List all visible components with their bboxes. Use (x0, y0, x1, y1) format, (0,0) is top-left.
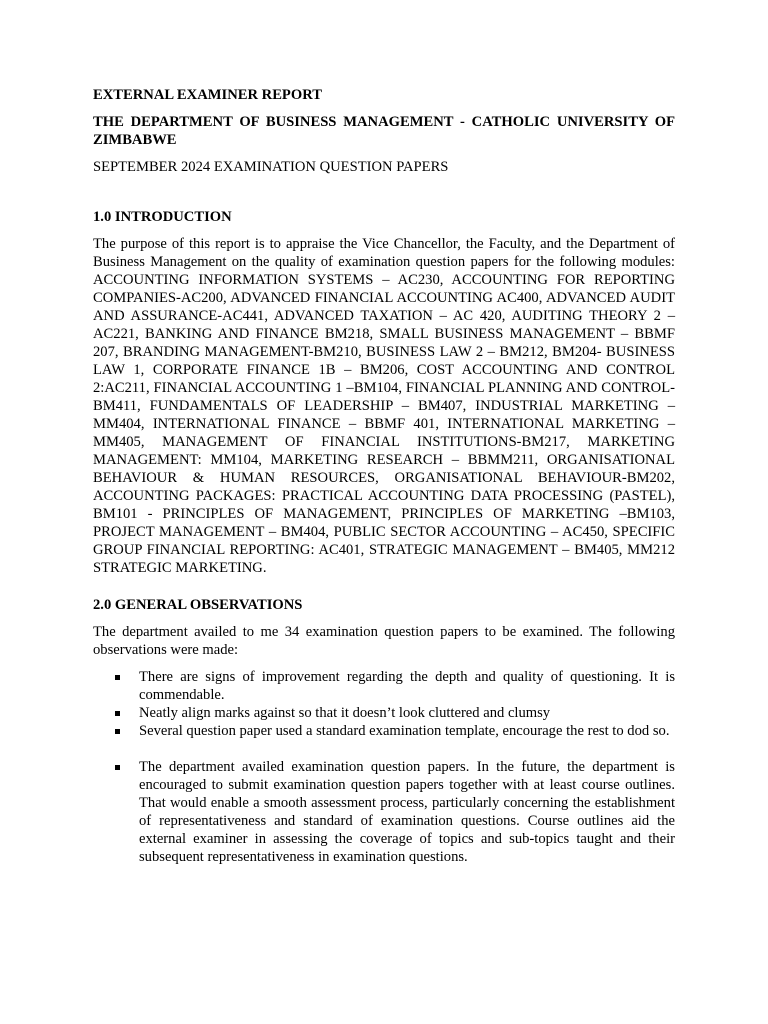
department-title: THE DEPARTMENT OF BUSINESS MANAGEMENT - CATHOLIC UNIVERSITY OF ZIMBABWE (93, 114, 675, 148)
list-item-text: Neatly align marks against so that it doesn’t look cluttered and clumsy (139, 705, 551, 721)
document-page (93, 86, 675, 866)
list-item (93, 668, 675, 704)
square-bullet-icon (115, 711, 120, 716)
list-item (93, 704, 675, 722)
list-item (93, 722, 675, 740)
list-item-text: Several question paper used a standard examination template, encourage the rest to dod so. (139, 723, 670, 739)
introduction-paragraph: The purpose of this report is to appraise the Vice Chancellor, the Faculty, and the Department of Business Management on the quality of examination question papers for the following modules: ACCOUNTING INFORMATION SYSTEMS – AC230, ACCOUNTING FOR REPORTING COMPANIES-AC200, ADVANCED FINANCIAL ACCOUNTING AC400, ADVANCED AUDIT AND ASSURANCE-AC441, ADVANCED TAXATION – AC 420, AUDITING THEORY 2 – AC221, BANKING AND FINANCE BM218, SMALL BUSINESS MANAGEMENT – BBMF 207, BRANDING MANAGEMENT-BM210, BUSINESS LAW 2 – BM212, BM204- BUSINESS LAW 1, CORPORATE FINANCE 1B – BM206, COST ACCOUNTING AND CONTROL 2:AC211, FINANCIAL ACCOUNTING 1 –BM104, FINANCIAL PLANNING AND CONTROL-BM411, FUNDAMENTALS OF LEADERSHIP – BM407, INDUSTRIAL MARKETING – MM404, INTERNATIONAL FINANCE – BBMF 401, INTERNATIONAL MARKETING – MM405, MANAGEMENT OF FINANCIAL INSTITUTIONS-BM217, MARKETING MANAGEMENT: MM104, MARKETING RESEARCH – BBMM211, ORGANISATIONAL BEHAVIOUR & HUMAN RESOURCES, ORGANISATIONAL BEHAVIOUR-BM202, ACCOUNTING PACKAGES: PRACTICAL ACCOUNTING DATA PROCESSING (PASTEL), BM101 - PRINCIPLES OF MANAGEMENT, PRINCIPLES OF MARKETING –BM103, PROJECT MANAGEMENT – BM404, PUBLIC SECTOR ACCOUNTING – AC450, SPECIFIC GROUP FINANCIAL REPORTING: AC401, STRATEGIC MANAGEMENT – BM405, MM212 STRATEGIC MARKETING. (93, 236, 675, 576)
observations-list (93, 668, 675, 866)
list-item-text: The department availed examination question papers. In the future, the department is encouraged to submit examination question papers together with at least course outlines. That would enable a smooth assessment process, particularly concerning the establishment of representativeness and standard of examination questions. Course outlines aid the external examiner in assessing the coverage of topics and sub-topics taught and their subsequent representativeness in examination questions. (139, 759, 675, 865)
square-bullet-icon (115, 675, 120, 680)
square-bullet-icon (115, 729, 120, 734)
introduction-heading: 1.0 INTRODUCTION (93, 209, 232, 225)
list-item-text: There are signs of improvement regarding the depth and quality of questioning. It is commendable. (139, 669, 675, 703)
list-item (93, 758, 675, 866)
general-observations-heading: 2.0 GENERAL OBSERVATIONS (93, 597, 303, 613)
general-observations-paragraph: The department availed to me 34 examination question papers to be examined. The following observations were made: (93, 624, 675, 658)
square-bullet-icon (115, 765, 120, 770)
report-subtitle: SEPTEMBER 2024 EXAMINATION QUESTION PAPERS (93, 159, 449, 175)
report-title: EXTERNAL EXAMINER REPORT (93, 87, 322, 103)
